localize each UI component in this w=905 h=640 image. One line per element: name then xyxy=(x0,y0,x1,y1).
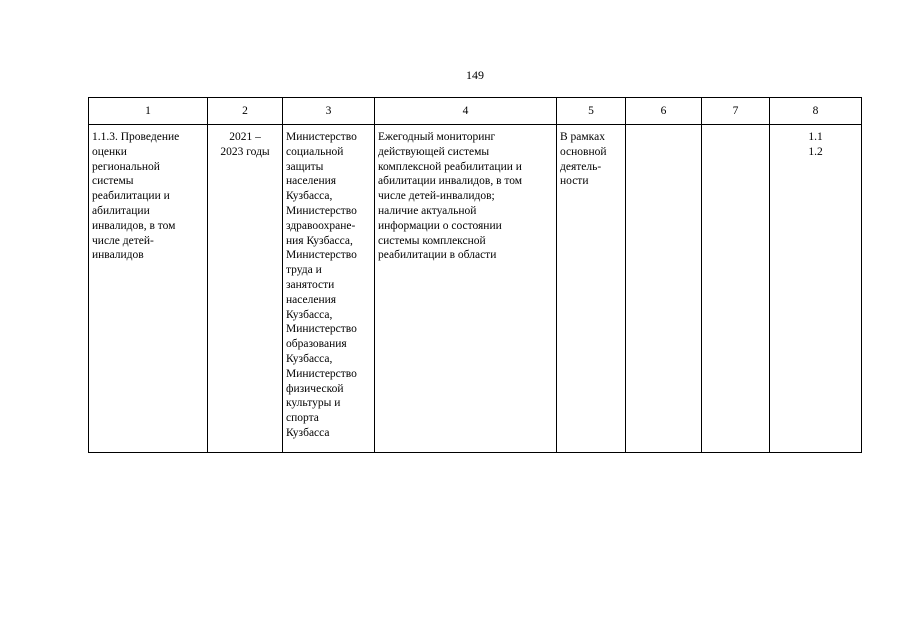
funding-text: В рамках основной деятель- ности xyxy=(560,131,607,188)
measures-table xyxy=(88,97,862,453)
table-row xyxy=(89,125,862,453)
measure-name-text: 1.1.3. Проведение оценки региональной системы реабилитации и абилитации инвалидов, в том числе детей- инвалидов xyxy=(92,131,180,262)
table-header-row xyxy=(89,98,862,125)
expected-result-text: Ежегодный мониторинг действующей системы комплексной реабилитации и абилитации инвалидов, в том числе детей-инвалидов; наличие актуальной информации о состоянии системы комплексной реабилитации в области xyxy=(378,131,523,262)
indicators-text: 1.1 1.2 xyxy=(808,131,823,158)
indicators-cell xyxy=(770,125,862,453)
funding-cell xyxy=(557,125,626,453)
page-number: 149 xyxy=(466,68,484,82)
header-cell-1: 1 xyxy=(89,98,208,125)
header-cell-4: 4 xyxy=(375,98,557,125)
header-cell-3: 3 xyxy=(283,98,375,125)
empty-cell-7 xyxy=(702,125,770,453)
measure-name-cell xyxy=(89,125,208,453)
header-cell-2: 2 xyxy=(208,98,283,125)
header-cell-8: 8 xyxy=(770,98,862,125)
period-cell xyxy=(208,125,283,453)
header-cell-5: 5 xyxy=(557,98,626,125)
header-cell-7: 7 xyxy=(702,98,770,125)
executors-text: Министерство социальной защиты населения Кузбасса, Министерство здравоохране- ния Кузбасса, Министерство труда и занятости населения Кузбасса, Министерство образования Кузбасса, Министерство физической культуры и спорта Кузбасса xyxy=(286,131,357,439)
expected-result-cell xyxy=(375,125,557,453)
header-cell-6: 6 xyxy=(626,98,702,125)
period-text: 2021 – 2023 годы xyxy=(220,131,270,158)
executors-cell xyxy=(283,125,375,453)
empty-cell-6 xyxy=(626,125,702,453)
